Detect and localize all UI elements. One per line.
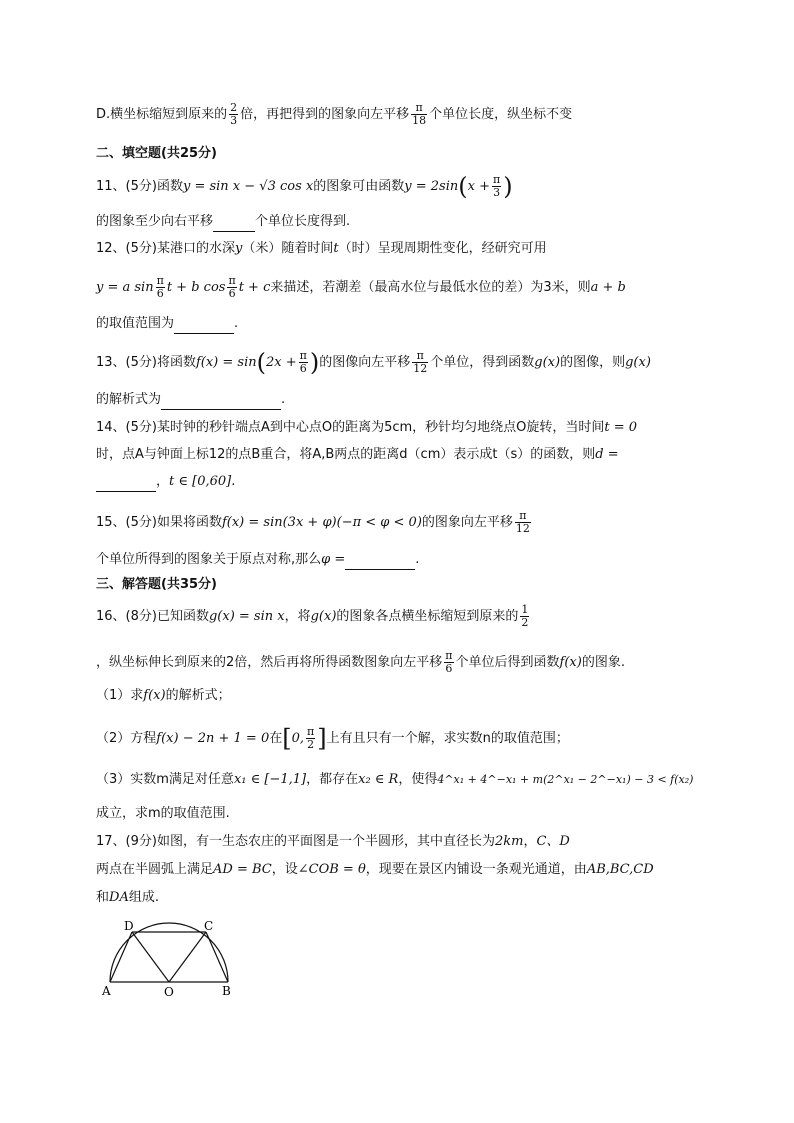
num: π [412, 350, 428, 363]
label-b: B [222, 984, 231, 998]
paren: ) [309, 348, 320, 377]
text: 的图象可由函数 [313, 179, 405, 194]
den: 12 [515, 522, 530, 535]
text: 个单位长度，纵坐标不变 [429, 107, 573, 122]
text: 来描述，若潮差（最高水位与最低水位的差）为3米，则 [270, 280, 591, 295]
text: 的图像，则 [560, 355, 626, 370]
question-17-line3 [96, 888, 159, 908]
label-d: D [124, 919, 134, 933]
paren: ( [256, 348, 266, 377]
math: f(x) − 2n + 1 = 0 [156, 731, 270, 746]
answer-blank[interactable] [96, 477, 156, 492]
text: ，将 [284, 609, 311, 624]
question-16-line2 [96, 650, 625, 675]
math: DA [109, 890, 129, 905]
text: 的解析式； [165, 688, 231, 703]
text: （2）方程 [96, 731, 157, 746]
fraction [411, 102, 427, 127]
answer-blank[interactable] [345, 555, 415, 570]
question-11 [96, 174, 513, 199]
question-17-line2 [96, 860, 654, 880]
radius-od [132, 932, 169, 982]
num: 2 [230, 101, 238, 114]
den: 12 [413, 362, 428, 375]
den: 6 [299, 362, 307, 375]
num: π [156, 274, 164, 287]
question-12-line3 [96, 314, 238, 334]
math: a + b [590, 280, 626, 295]
text: 11、(5分)函数 [96, 179, 183, 194]
text: 的图象至少向右平移 [96, 214, 214, 229]
den: 2 [307, 738, 315, 751]
math: t + c [238, 280, 271, 295]
text: . [234, 316, 239, 331]
text: ，都存在 [306, 772, 359, 787]
label-c: C [204, 919, 214, 933]
fraction [492, 174, 501, 199]
math: AB,BC,CD [586, 862, 654, 877]
answer-blank[interactable] [161, 395, 281, 410]
question-17 [96, 832, 570, 852]
paren: ( [458, 172, 468, 201]
text: 13、(5分)将函数 [96, 355, 196, 370]
den: 2 [521, 616, 529, 629]
den: 18 [412, 114, 427, 127]
fraction [520, 604, 529, 629]
answer-blank[interactable] [174, 319, 234, 334]
text: 在 [269, 731, 283, 746]
question-12-line2 [96, 275, 626, 300]
den: 3 [230, 114, 238, 127]
question-14-line3 [96, 472, 235, 492]
num: π [228, 274, 236, 287]
math: t [333, 241, 339, 256]
math: x + [467, 179, 490, 194]
fraction [306, 726, 315, 751]
text: （1）求 [96, 688, 144, 703]
fraction [412, 350, 428, 375]
question-16-sub3-line2: 成立，求m的取值范围. [96, 806, 230, 821]
den: 6 [156, 287, 164, 300]
question-16-sub3 [96, 770, 693, 790]
text: 上有且只有一个解，求实数n的取值范围； [326, 731, 569, 746]
fraction [299, 350, 308, 375]
question-12 [96, 239, 547, 259]
text: 时，点A与钟面上标12的点B重合，将A,B两点的距离d（cm）表示成t（s）的函数，则 [96, 447, 596, 462]
text: . [281, 392, 286, 407]
text: （时）呈现周期性变化，经研究可用 [338, 241, 547, 256]
math: C、D [536, 834, 570, 849]
math: 2km [494, 834, 524, 849]
text: . [231, 474, 236, 489]
question-13 [96, 350, 651, 375]
text: 12、(5分)某港口的水深 [96, 241, 235, 256]
math: 0, [291, 731, 305, 746]
den: 6 [445, 662, 453, 675]
text: ，现要在景区内铺设一条观光通道，由 [365, 862, 587, 877]
math: t = 0 [604, 420, 638, 435]
text: ， [523, 834, 537, 849]
text: （3）实数m满足对任意 [96, 772, 234, 787]
math: t ∈ [0,60] [169, 474, 232, 489]
math: f(x) [559, 655, 582, 670]
question-13-line2 [96, 390, 285, 410]
question-14 [96, 418, 637, 438]
text: . [415, 552, 420, 567]
math: t + b cos [166, 280, 226, 295]
question-16-sub1 [96, 686, 231, 706]
math: f(x) = sin(3x + φ)(−π < φ < 0) [221, 515, 422, 530]
math: ∠COB = θ [297, 862, 366, 877]
question-16 [96, 604, 531, 629]
question-16-sub2 [96, 726, 569, 751]
text: 两点在半圆弧上满足 [96, 862, 214, 877]
q10-option-d [96, 102, 572, 127]
text: ，使得 [398, 772, 438, 787]
text: ，设 [271, 862, 298, 877]
text: ， [156, 474, 170, 489]
text: 的图象各点横坐标缩短到原来的 [336, 609, 519, 624]
text: 15、(5分)如果将函数 [96, 515, 222, 530]
label-o: O [164, 985, 174, 998]
answer-blank[interactable] [213, 217, 255, 232]
math: AD = BC [213, 862, 272, 877]
section-title-fill-in: 二、填空题(共25分) [96, 146, 217, 161]
text: 组成. [128, 890, 159, 905]
text: 17、(9分)如图，有一生态农庄的平面图是一个半圆形，其中直径长为 [96, 834, 495, 849]
math: x₂ ∈ R [358, 772, 399, 787]
text: 个单位所得到的图象关于原点对称,那么 [96, 552, 322, 567]
text: 个单位后得到函数 [455, 655, 560, 670]
math: d = [595, 447, 619, 462]
math: f(x) [143, 688, 166, 703]
text: 的图像向左平移 [319, 355, 411, 370]
section-title-solve: 三、解答题(共35分) [96, 577, 217, 592]
bracket: [ [282, 724, 292, 753]
fraction [156, 275, 165, 300]
paren: ) [503, 172, 513, 201]
fraction [229, 102, 238, 127]
text: 和 [96, 890, 110, 905]
fraction [227, 275, 236, 300]
fraction [515, 510, 531, 535]
text: D.横坐标缩短到原来的 [96, 107, 228, 122]
question-15-line2 [96, 550, 419, 570]
math: g(x) = sin x [208, 609, 285, 624]
text: 的图象向左平移 [421, 515, 513, 530]
semicircle-figure [96, 918, 246, 998]
math: f(x) = sin [195, 355, 257, 370]
text: 个单位长度得到. [255, 214, 351, 229]
math: 2x + [266, 355, 297, 370]
num: π [299, 349, 307, 362]
chord-cb [206, 932, 228, 982]
bracket: ] [317, 724, 327, 753]
math: y [234, 241, 243, 256]
text: 的取值范围为 [96, 316, 175, 331]
num: π [411, 102, 427, 115]
num: π [445, 649, 453, 662]
label-a: A [102, 984, 111, 998]
chord-ad [110, 932, 132, 982]
num: π [307, 725, 315, 738]
text: （米）随着时间 [242, 241, 334, 256]
math: g(x) [310, 609, 337, 624]
math: y = a sin [96, 280, 154, 295]
question-15 [96, 510, 533, 535]
question-14-line2 [96, 445, 619, 465]
math: g(x) [534, 355, 561, 370]
fraction [444, 650, 453, 675]
num: π [515, 510, 531, 523]
den: 6 [228, 287, 236, 300]
math: φ = [321, 552, 346, 567]
text: 个单位，得到函数 [430, 355, 535, 370]
math: y = sin x − √3 cos x [182, 179, 314, 194]
text: ，纵坐标伸长到原来的2倍，然后再将所得函数图象向左平移 [96, 655, 443, 670]
text: 16、(8分)已知函数 [96, 609, 209, 624]
math: g(x) [625, 355, 651, 370]
radius-oc [169, 932, 206, 982]
den: 3 [493, 186, 501, 199]
math: 4^x₁ + 4^−x₁ + m(2^x₁ − 2^−x₁) − 3 < f(x₂) [437, 773, 694, 786]
question-11-line2 [96, 212, 350, 232]
text: 的解析式为 [96, 392, 162, 407]
math: y = 2sin [404, 179, 459, 194]
num: π [492, 173, 501, 186]
num: 1 [521, 603, 529, 616]
text: 倍，再把得到的图象向左平移 [240, 107, 410, 122]
text: 的图象. [581, 655, 625, 670]
math: x₁ ∈ [−1,1] [233, 772, 307, 787]
text: 14、(5分)某时钟的秒针端点A到中心点O的距离为5cm，秒针均匀地绕点O旋转，当时间 [96, 420, 605, 435]
